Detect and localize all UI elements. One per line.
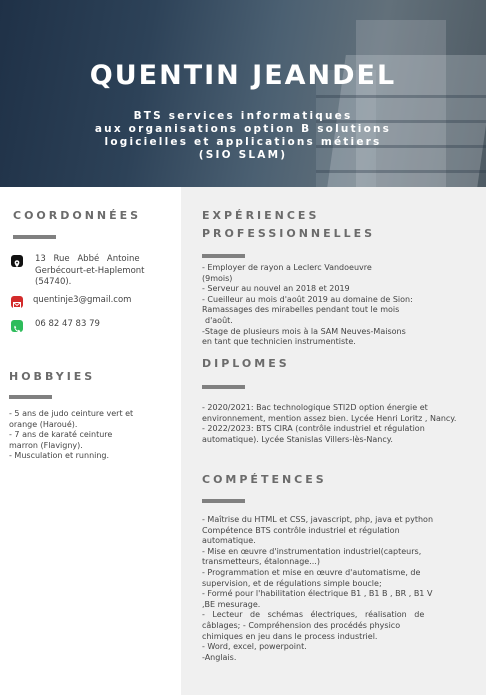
- section-divider: [202, 254, 245, 258]
- diplome-line: - 2020/2021: Bac technologique STI2D option énergie et: [202, 403, 428, 412]
- diplome-line: environnement, mention assez bien. Lycée Henri Loritz , Nancy.: [202, 413, 457, 423]
- competence-line: - Lecteur de schémas électriques, réalisation de: [202, 610, 425, 620]
- phone-icon: [11, 320, 23, 332]
- hobby-line: - Musculation et running.: [9, 451, 110, 461]
- experience-line: -Stage de plusieurs mois à la SAM Neuves-Maisons: [202, 326, 406, 336]
- competence-line: - Programmation et mise en œuvre d'automatisme, de: [202, 567, 421, 577]
- hobby-line: - 5 ans de judo ceinture vert et: [9, 409, 134, 418]
- section-title-line: EXPÉRIENCES: [202, 209, 320, 222]
- diplomes-list: [202, 403, 482, 445]
- competence-line: - Maîtrise du HTML et CSS, javascript, php, java et python: [202, 515, 434, 524]
- experience-line: en tant que technicien instrumentiste.: [202, 337, 356, 347]
- contact-phone: [11, 319, 100, 332]
- address-line: (54740).: [35, 277, 72, 287]
- section-title-experiences: [202, 207, 375, 243]
- job-title-line: aux organisations option B solutions: [94, 123, 392, 135]
- experience-line: - Employer de rayon a Leclerc Vandoeuvre: [202, 263, 372, 272]
- section-divider: [9, 395, 52, 399]
- section-divider: [202, 499, 245, 503]
- person-name: QUENTIN JEANDEL: [89, 60, 397, 91]
- section-title-hobbies: HOBBYIES: [9, 370, 96, 383]
- competence-line: supervision, et de régulations simple boucle;: [202, 578, 382, 588]
- competence-line: automatique.: [202, 536, 256, 546]
- competence-line: ,BE mesurage.: [202, 599, 261, 609]
- experience-line: Ramassages des mirabelles pendant tout le mois: [202, 305, 400, 315]
- competence-line: Compétence BTS contrôle industriel et régulation: [202, 525, 400, 535]
- experience-line: - Serveur au nouvel an 2018 et 2019: [202, 284, 350, 294]
- section-divider: [13, 235, 56, 239]
- experience-line: d'août.: [205, 315, 233, 325]
- experience-line: (9mois): [202, 273, 233, 283]
- job-title-line: (SIO SLAM): [198, 149, 288, 161]
- experience-line: - Cueilleur au mois d'août 2019 au domaine de Sion:: [202, 294, 413, 304]
- diplome-line: - 2022/2023: BTS CIRA (contrôle industriel et régulation: [202, 424, 425, 434]
- right-column: [181, 187, 486, 695]
- contact-email: [11, 295, 131, 308]
- address-line: 13 Rue Abbé Antoine: [35, 254, 140, 264]
- job-title: [0, 110, 486, 162]
- competence-line: - Word, excel, powerpoint.: [202, 642, 307, 652]
- hobby-line: orange (Haroué).: [9, 419, 78, 429]
- competences-list: [202, 515, 472, 663]
- building-stripe: [316, 170, 486, 173]
- job-title-line: BTS services informatiques: [133, 110, 353, 122]
- hobby-line: - 7 ans de karaté ceinture: [9, 430, 113, 440]
- email-icon: [11, 296, 23, 308]
- experiences-list: [202, 263, 472, 348]
- left-column: [0, 187, 181, 695]
- competence-line: -Anglais.: [202, 652, 237, 662]
- job-title-line: logicielles et applications métiers: [104, 136, 382, 148]
- contact-address: [11, 254, 185, 289]
- header-banner: [0, 0, 486, 187]
- competence-line: câblages; - Compréhension des procédés physico: [202, 620, 401, 630]
- competence-line: chimiques en jeu dans le process industriel.: [202, 631, 378, 641]
- competence-line: - Formé pour l'habilitation électrique B1 , B1 B , BR , B1 V: [202, 589, 433, 599]
- address-line: Gerbécourt-et-Haplemont: [35, 265, 145, 276]
- diplome-line: automatique). Lycée Stanislas Villers-lès-Nancy.: [202, 434, 393, 444]
- section-title-competences: COMPÉTENCES: [202, 473, 327, 486]
- hobbies-list: [9, 409, 174, 462]
- section-title-line: PROFESSIONNELLES: [202, 227, 376, 240]
- section-title-diplomes: DIPLOMES: [202, 357, 290, 370]
- section-title-coordonnees: COORDONNÉES: [13, 209, 142, 222]
- section-divider: [202, 385, 245, 389]
- location-pin-icon: [11, 255, 23, 267]
- phone-number: 06 82 47 83 79: [35, 319, 100, 329]
- competence-line: transmetteurs, étalonnage...): [202, 557, 320, 567]
- email-link[interactable]: quentinje3@gmail.com: [33, 295, 132, 305]
- competence-line: - Mise en œuvre d'instrumentation industriel(capteurs,: [202, 546, 422, 556]
- building-stripe: [316, 95, 486, 98]
- hobby-line: marron (Flavigny).: [9, 440, 83, 450]
